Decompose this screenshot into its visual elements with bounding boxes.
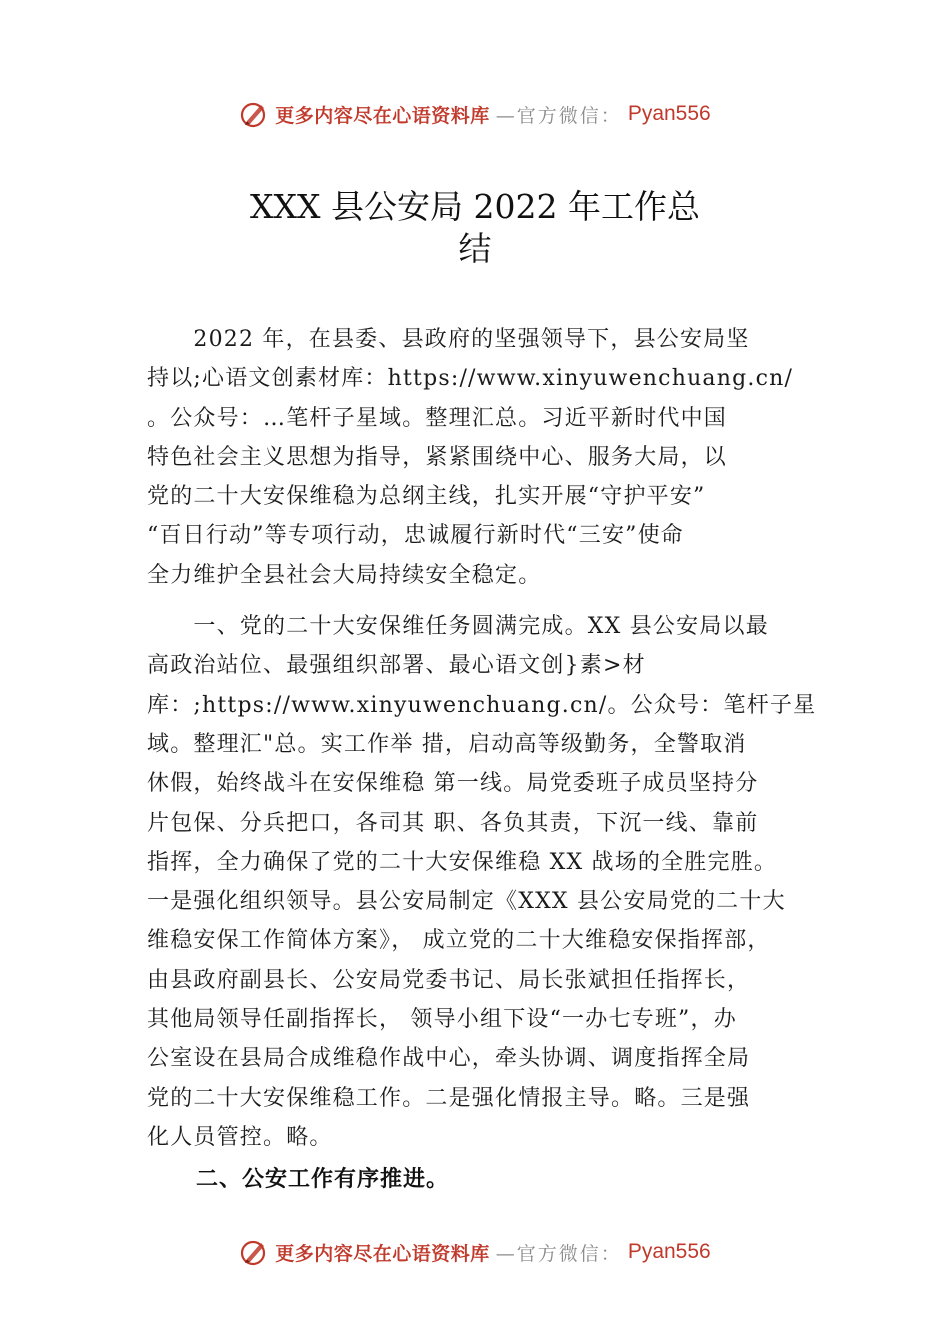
text-line: 维稳安保工作简体方案》， 成立党的二十大维稳安保指挥部， <box>147 928 771 954</box>
text-line: 由县政府副县长、公安局党委书记、局长张斌担任指挥长， <box>147 967 751 993</box>
watermark-header <box>0 96 950 132</box>
text-line: 休假，始终战斗在安保维稳 第一线。局党委班子成员坚持分 <box>147 771 759 797</box>
text-line: 高政治站位、最强组织部署、最心语文创}素>材 <box>147 653 646 679</box>
watermark-wechat-label: —官方微信： <box>495 104 622 127</box>
text-line: 2022 年，在县委、县政府的坚强领导下，县公安局坚 <box>147 327 750 352</box>
text-line: 片包保、分兵把口，各司其 职、各负其责，下沉一线、靠前 <box>147 810 759 836</box>
document-title <box>0 186 950 270</box>
watermark-brand-text: 更多内容尽在心语资料库 <box>275 104 490 127</box>
text-line: 持以;心语文创素材库：https://www.xinyuwenchuang.cn/ <box>147 366 794 392</box>
paragraph-intro <box>147 320 837 595</box>
text-line: 库：;https://www.xinyuwenchuang.cn/。公众号：笔杆子星 <box>147 692 817 718</box>
text-line: 域。整理汇"总。实工作举 措，启动高等级勤务，全警取消 <box>147 731 747 757</box>
text-line: 公室设在县局合成维稳作战中心，牵头协调、调度指挥全局 <box>147 1046 751 1072</box>
section-heading-2: 二、公安工作有序推进。 <box>196 1167 450 1192</box>
text-line: 一、党的二十大安保维任务圆满完成。XX 县公安局以最 <box>147 614 769 640</box>
watermark-footer <box>0 1234 950 1270</box>
pen-logo-icon <box>239 99 269 129</box>
paragraph-section-1 <box>147 607 837 1157</box>
text-line: 一是强化组织领导。县公安局制定《XXX 县公安局党的二十大 <box>147 889 786 915</box>
text-line: 特色社会主义思想为指导，紧紧围绕中心、服务大局，以 <box>147 444 728 470</box>
text-line: 党的二十大安保维稳工作。二是强化情报主导。略。三是强 <box>147 1085 751 1111</box>
text-line: 化人员管控。略。 <box>147 1124 333 1150</box>
text-line: “百日行动”等专项行动，忠诚履行新时代“三安”使命 <box>147 523 684 549</box>
watermark-wechat-id: Pyan556 <box>627 1240 711 1263</box>
text-line: 全力维护全县社会大局持续安全稳定。 <box>147 562 542 588</box>
text-line: 党的二十大安保维稳为总纲主线，扎实开展“守护平安” <box>147 484 706 510</box>
watermark-brand-text: 更多内容尽在心语资料库 <box>275 1242 490 1265</box>
text-line: 其他局领导任副指挥长， 领导小组下设“一办七专班”，办 <box>147 1007 737 1033</box>
text-line: 指挥，全力确保了党的二十大安保维稳 XX 战场的全胜完胜。 <box>147 849 778 875</box>
title-line-2: 结 <box>458 229 492 268</box>
text-line: 。公众号：…笔杆子星域。整理汇总。习近平新时代中国 <box>147 405 728 431</box>
watermark-wechat-label: —官方微信： <box>495 1242 622 1265</box>
document-body <box>147 320 837 1157</box>
watermark-wechat-id: Pyan556 <box>627 102 711 125</box>
pen-logo-icon <box>239 1237 269 1267</box>
title-line-1: XXX 县公安局 2022 年工作总 <box>250 187 700 226</box>
